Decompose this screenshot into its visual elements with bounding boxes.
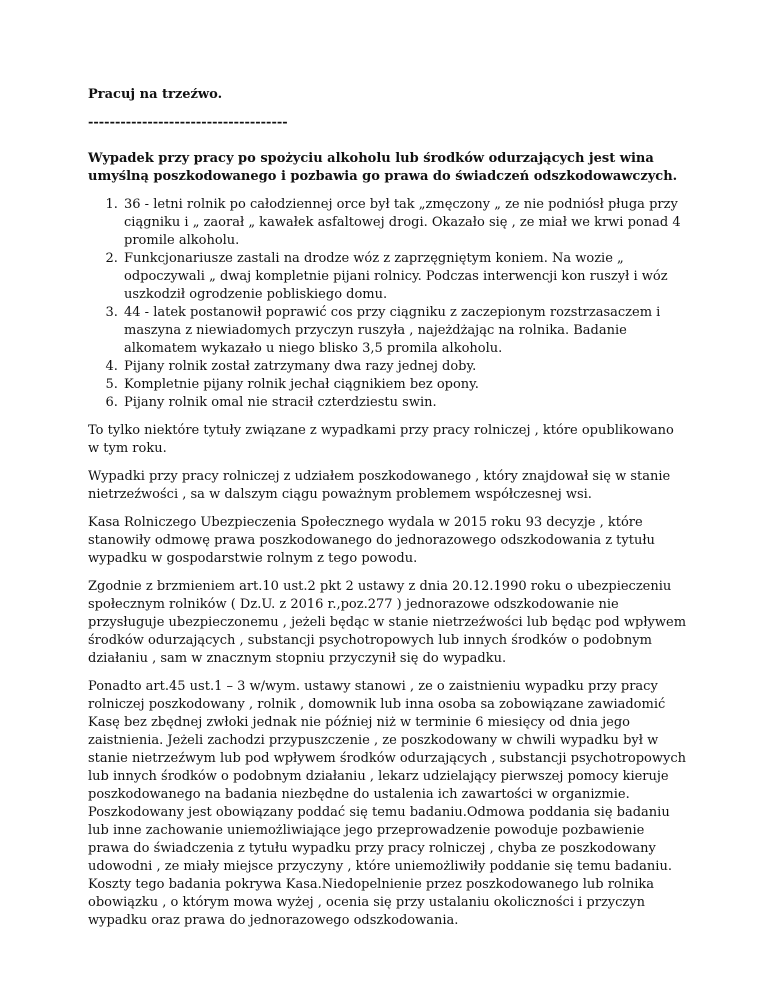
list-item: 1. 36 - letni rolnik po całodziennej orce był tak „zmęczony „ ze nie podniósł pługa przy ciągniku i „ zaorał „ kawałek asfaltowej drogi. Okazało się , ze miał we krwi ponad 4 promile alkoholu. <box>122 196 688 250</box>
body-paragraph: Zgodnie z brzmieniem art.10 ust.2 pkt 2 ustawy z dnia 20.12.1990 roku o ubezpieczeniu społecznym rolników ( Dz.U. z 2016 r.,poz.277 ) jednorazowe odszkodowanie nie przysługuje ubezpieczonemu , jeżeli będąc w stanie nietrzeźwości lub będąc pod wpływem środków odurzających , substancji psychotropowych lub innych środków o podobnym działaniu , sam w znacznym stopniu przyczynił się do wypadku. <box>88 579 687 666</box>
body-paragraph: Wypadki przy pracy rolniczej z udziałem poszkodowanego , który znajdował się w stanie nietrzeźwości , sa w dalszym ciągu poważnym problemem współczesnej wsi. <box>88 469 671 502</box>
list-item: 2. Funkcjonariusze zastali na drodze wóz z zaprzęgniętym koniem. Na wozie „ odpoczywali „ dwaj kompletnie pijani rolnicy. Podczas interwencji kon ruszył i wóz uszkodził ogrodzenie pobliskiego domu. <box>122 250 688 304</box>
body-paragraph: To tylko niektóre tytuły związane z wypadkami przy pracy rolniczej , które opublikowano w tym roku. <box>88 423 674 456</box>
list-item: 6. Pijany rolnik omal nie stracił czterdziestu swin. <box>122 394 688 412</box>
body-paragraph: Kasa Rolniczego Ubezpieczenia Społecznego wydala w 2015 roku 93 decyzje , które stanowiły odmowę prawa poszkodowanego do jednorazowego odszkodowania z tytułu wypadku w gospodarstwie rolnym z tego powodu. <box>88 515 655 566</box>
list-item: 4. Pijany rolnik został zatrzymany dwa razy jednej doby. <box>122 358 688 376</box>
document-headline: Wypadek przy pracy po spożyciu alkoholu lub środków odurzających jest wina umyślną poszkodowanego i pozbawia go prawa do świadczeń odszkodowawczych. <box>88 151 678 184</box>
incident-list <box>88 196 688 412</box>
body-paragraph: Ponadto art.45 ust.1 – 3 w/wym. ustawy stanowi , ze o zaistnieniu wypadku przy pracy rolniczej poszkodowany , rolnik , domownik lub inna osoba sa zobowiązane zawiadomić Kasę bez zbędnej zwłoki jednak nie później niż w terminie 6 miesięcy od dnia jego zaistnienia. Jeżeli zachodzi przypuszczenie , ze poszkodowany w chwili wypadku był w stanie nietrzeźwym lub pod wpływem środków odurzających , substancji psychotropowych lub innych środków o podobnym działaniu , lekarz udzielający pierwszej pomocy kieruje poszkodowanego na badania niezbędne do ustalenia ich zawartości w organizmie. Poszkodowany jest obowiązany poddać się temu badaniu.Odmowa poddania się badaniu lub inne zachowanie uniemożliwiające jego przeprowadzenie powoduje pozbawienie prawa do świadczenia z tytułu wypadku przy pracy rolniczej , chyba ze poszkodowany udowodni , ze miały miejsce przyczyny , które uniemożliwiły poddanie się temu badaniu. Koszty tego badania pokrywa Kasa.Niedopelnienie przez poszkodowanego lub rolnika obowiązku , o którym mowa wyżej , ocenia się przy ustalaniu okoliczności i przyczyn wypadku oraz prawa do jednorazowego odszkodowania. <box>88 679 686 928</box>
document-page <box>88 86 688 940</box>
list-item: 5. Kompletnie pijany rolnik jechał ciągnikiem bez opony. <box>122 376 688 394</box>
separator-line: ------------------------------------- <box>88 115 288 130</box>
list-item: 3. 44 - latek postanowił poprawić cos przy ciągniku z zaczepionym rozstrzasaczem i maszyna z niewiadomych przyczyn ruszyła , najeżdżając na rolnika. Badanie alkomatem wykazało u niego blisko 3,5 promila alkoholu. <box>122 304 688 358</box>
document-title: Pracuj na trzeźwo. <box>88 87 223 102</box>
